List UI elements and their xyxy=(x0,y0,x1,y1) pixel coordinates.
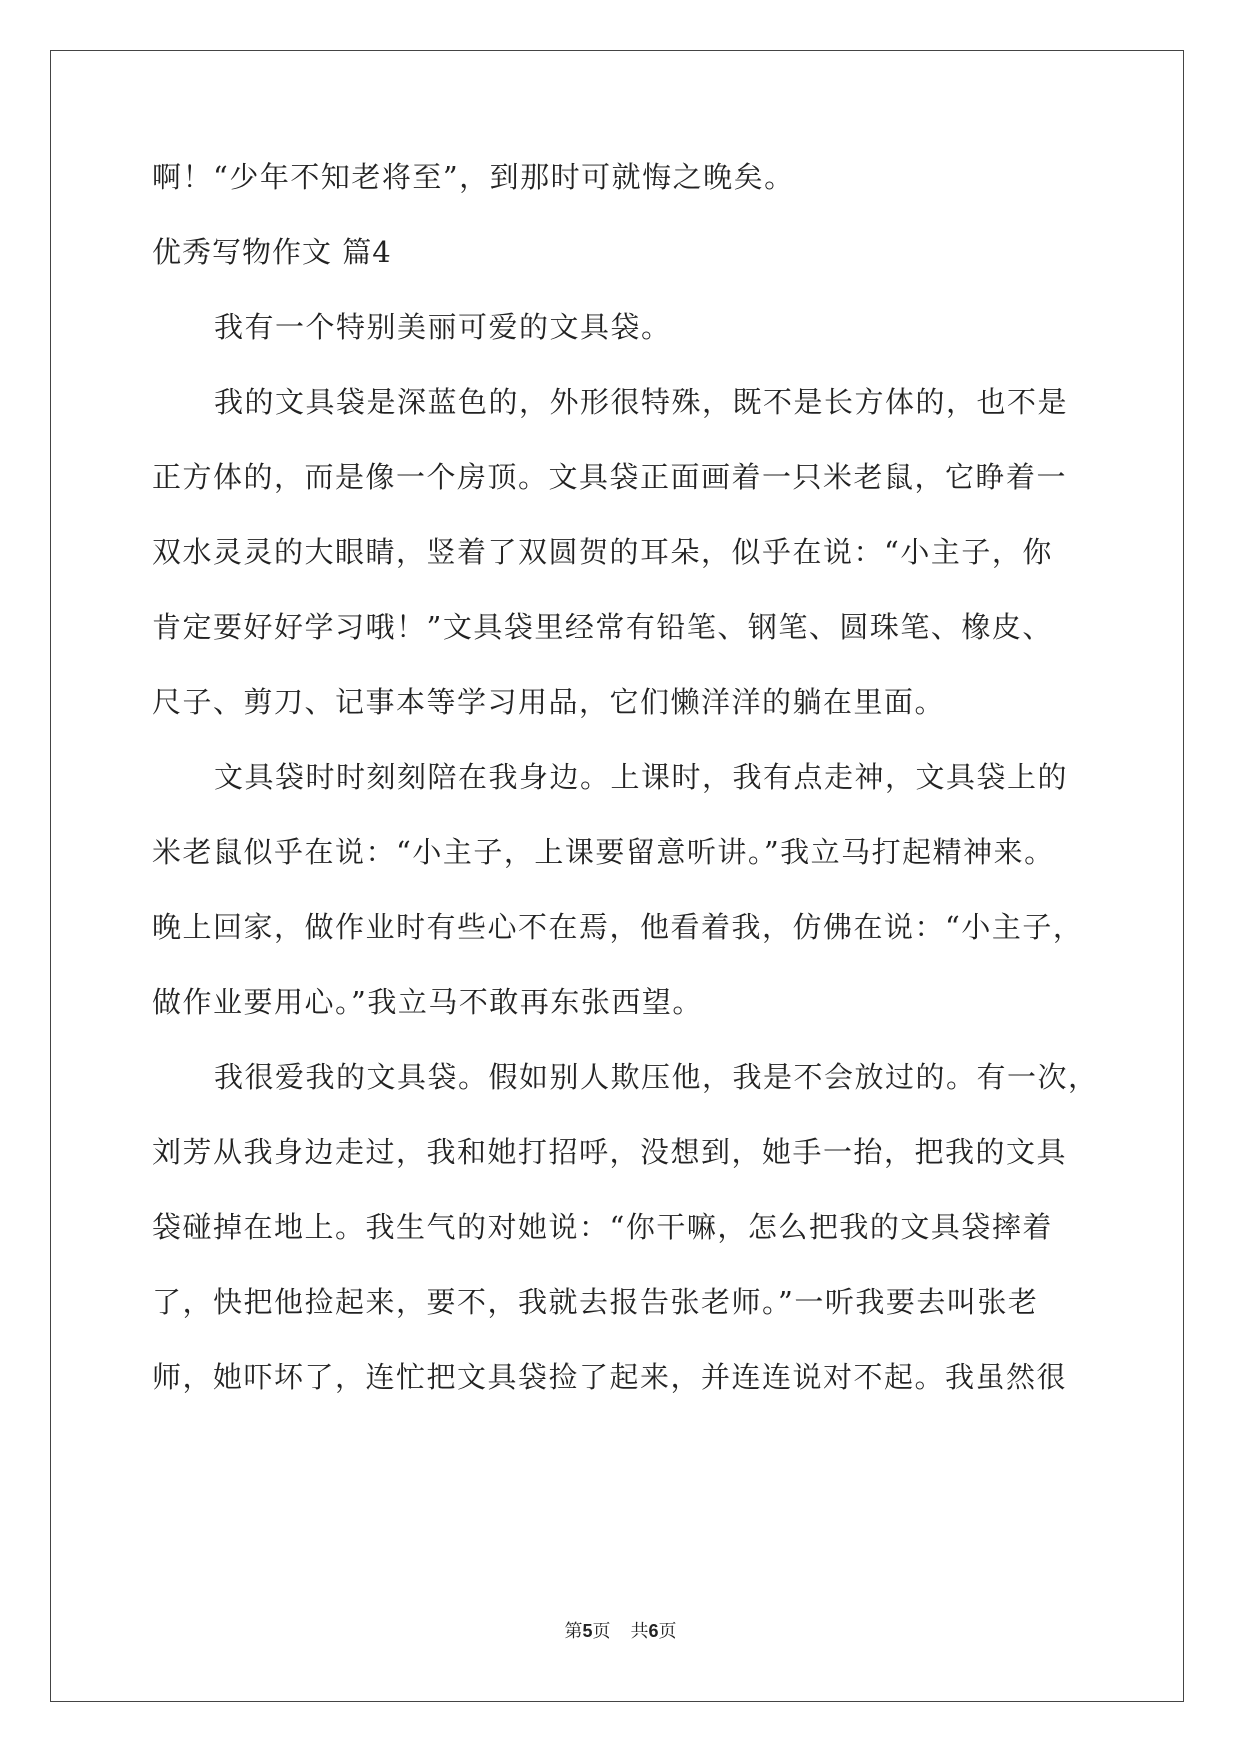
page-label-prefix: 第 xyxy=(564,1621,583,1642)
text-line: 袋碰掉在地上。我生气的对她说：“你干嘛，怎么把我的文具袋摔着 xyxy=(152,1210,1053,1244)
current-page-number: 5 xyxy=(582,1621,593,1641)
text-line: 晚上回家，做作业时有些心不在焉，他看着我，仿佛在说：“小主子， xyxy=(152,910,1084,944)
page-footer xyxy=(0,1620,1241,1643)
text-line: 文具袋时时刻刻陪在我身边。上课时，我有点走神，文具袋上的 xyxy=(214,760,1069,794)
text-line: 正方体的，而是像一个房顶。文具袋正面画着一只米老鼠，它睁着一 xyxy=(152,460,1068,494)
total-page-number: 6 xyxy=(648,1621,659,1641)
text-line: 做作业要用心。”我立马不敢再东张西望。 xyxy=(152,985,703,1019)
text-line: 我的文具袋是深蓝色的，外形很特殊，既不是长方体的，也不是 xyxy=(214,385,1069,419)
text-line: 米老鼠似乎在说：“小主子，上课要留意听讲。”我立马打起精神来。 xyxy=(152,835,1055,869)
text-line: 双水灵灵的大眼睛，竖着了双圆贺的耳朵，似乎在说：“小主子，你 xyxy=(152,535,1053,569)
total-label-suffix: 页 xyxy=(658,1621,677,1642)
document-body xyxy=(152,160,1099,1435)
text-line: 肯定要好好学习哦！”文具袋里经常有铅笔、钢笔、圆珠笔、橡皮、 xyxy=(152,610,1053,644)
page-label-suffix: 页 xyxy=(592,1621,611,1642)
text-line: 尺子、剪刀、记事本等学习用品，它们懒洋洋的躺在里面。 xyxy=(152,685,946,719)
text-line: 刘芳从我身边走过，我和她打招呼，没想到，她手一抬，把我的文具 xyxy=(152,1135,1068,1169)
text-line: 我很爱我的文具袋。假如别人欺压他，我是不会放过的。有一次， xyxy=(214,1060,1099,1094)
text-line: 我有一个特别美丽可爱的文具袋。 xyxy=(214,310,672,344)
text-line: 了，快把他捡起来，要不，我就去报告张老师。”一听我要去叫张老 xyxy=(152,1285,1039,1319)
text-line: 啊！“少年不知老将至”，到那时可就悔之晚矣。 xyxy=(152,160,795,194)
text-line: 师，她吓坏了，连忙把文具袋捡了起来，并连连说对不起。我虽然很 xyxy=(152,1360,1068,1394)
total-label-prefix: 共 xyxy=(630,1621,649,1642)
section-heading: 优秀写物作文 篇4 xyxy=(152,235,392,269)
